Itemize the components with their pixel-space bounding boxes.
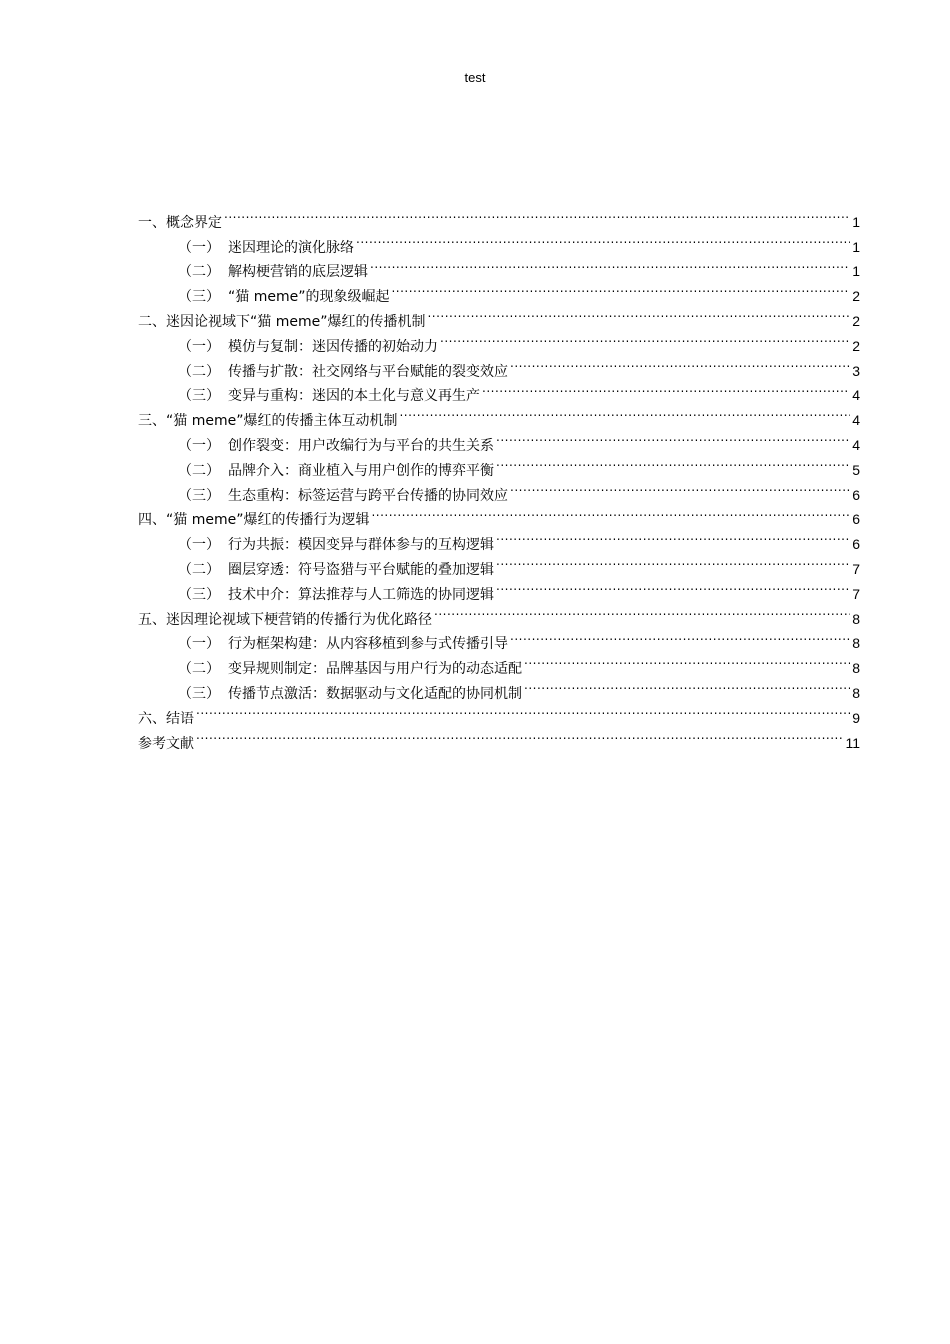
toc-entry-page: 4 (852, 412, 860, 429)
toc-entry-number: 六、 (138, 710, 166, 727)
toc-entry-page: 1 (852, 263, 860, 280)
toc-entry-number: 二、 (138, 313, 166, 330)
toc-entry-page: 5 (852, 461, 860, 478)
toc-entry[interactable] (138, 202, 860, 231)
toc-dot-leader (196, 698, 850, 723)
toc-entry-number: （二） (178, 462, 220, 479)
toc-dot-leader (496, 425, 850, 450)
toc-dot-leader (356, 227, 850, 252)
toc-entry-title: 圈层穿透：符号盗猎与平台赋能的叠加逻辑 (228, 561, 494, 578)
toc-entry-number: （一） (178, 437, 220, 454)
toc-dot-leader (440, 326, 850, 351)
toc-entry-number: 一、 (138, 214, 166, 231)
toc-entry-number: （一） (178, 239, 220, 256)
toc-entry[interactable] (138, 698, 860, 727)
toc-entry-page: 8 (852, 684, 860, 701)
toc-entry-page: 2 (852, 337, 860, 354)
toc-entry-page: 7 (852, 585, 860, 602)
toc-dot-leader (371, 500, 850, 525)
toc-dot-leader (427, 301, 850, 326)
toc-entry-title: 解构梗营销的底层逻辑 (228, 264, 368, 281)
toc-entry-number: 三、 (138, 413, 166, 430)
toc-entry-title: 结语 (166, 710, 194, 727)
toc-entry-page: 6 (852, 486, 860, 503)
toc-entry-page: 6 (852, 511, 860, 528)
toc-entry[interactable] (138, 227, 860, 256)
toc-entry-title: 变异与重构：迷因的本土化与意义再生产 (228, 388, 480, 405)
toc-entry-number: （一） (178, 636, 220, 653)
page-header: test (464, 70, 486, 85)
toc-entry-number: （三） (178, 487, 220, 504)
toc-dot-leader (510, 624, 850, 649)
toc-entry-number: （三） (178, 289, 220, 306)
toc-dot-leader (496, 524, 850, 549)
toc-entry-title: 迷因论视域下“猫 meme”爆红的传播机制 (166, 313, 426, 330)
toc-entry[interactable] (138, 723, 860, 752)
toc-entry-title: “猫 meme”爆红的传播主体互动机制 (166, 413, 398, 430)
toc-entry-number: 四、 (138, 512, 166, 529)
toc-dot-leader (510, 475, 850, 500)
toc-entry-page: 1 (852, 238, 860, 255)
toc-dot-leader (399, 400, 850, 425)
toc-dot-leader (496, 450, 850, 475)
toc-dot-leader (510, 351, 850, 376)
toc-entry-number: （二） (178, 363, 220, 380)
toc-entry-title: “猫 meme”的现象级崛起 (228, 289, 390, 306)
toc-entry-number: （二） (178, 264, 220, 281)
toc-dot-leader (224, 202, 850, 227)
toc-entry-page: 2 (852, 288, 860, 305)
toc-entry-title: 品牌介入：商业植入与用户创作的博弈平衡 (228, 462, 494, 479)
toc-entry-number: （二） (178, 561, 220, 578)
toc-dot-leader (370, 252, 850, 277)
toc-entry-number: 五、 (138, 611, 166, 628)
toc-entry-number: （三） (178, 685, 220, 702)
toc-dot-leader (391, 276, 850, 301)
toc-entry-title: 传播与扩散：社交网络与平台赋能的裂变效应 (228, 363, 508, 380)
toc-entry-page: 1 (852, 213, 860, 230)
toc-entry-number: （二） (178, 661, 220, 678)
toc-entry-title: 行为共振：模因变异与群体参与的互构逻辑 (228, 537, 494, 554)
toc-entry-title: 行为框架构建：从内容移植到参与式传播引导 (228, 636, 508, 653)
toc-entry-title: 迷因理论视域下梗营销的传播行为优化路径 (166, 611, 432, 628)
toc-entry-title: 模仿与复制：迷因传播的初始动力 (228, 338, 438, 355)
toc-entry-title: 传播节点激活：数据驱动与文化适配的协同机制 (228, 685, 522, 702)
toc-entry-number: （三） (178, 388, 220, 405)
toc-entry-title: 生态重构：标签运营与跨平台传播的协同效应 (228, 487, 508, 504)
toc-entry-title: 参考文献 (138, 735, 194, 752)
toc-dot-leader (524, 648, 850, 673)
toc-dot-leader (496, 549, 850, 574)
toc-dot-leader (434, 599, 850, 624)
toc-dot-leader (496, 574, 850, 599)
toc-entry-title: 技术中介：算法推荐与人工筛选的协同逻辑 (228, 586, 494, 603)
toc-entry-title: 迷因理论的演化脉络 (228, 239, 354, 256)
toc-entry-page: 8 (852, 635, 860, 652)
toc-entry-title: 概念界定 (166, 214, 222, 231)
toc-entry-number: （一） (178, 338, 220, 355)
toc-entry-title: 变异规则制定：品牌基因与用户行为的动态适配 (228, 661, 522, 678)
toc-entry-page: 2 (852, 312, 860, 329)
toc-entry-title: 创作裂变：用户改编行为与平台的共生关系 (228, 437, 494, 454)
toc-dot-leader (482, 376, 850, 401)
toc-entry-page: 3 (852, 362, 860, 379)
toc-entry-page: 9 (852, 709, 860, 726)
toc-entry-page: 11 (845, 734, 860, 751)
toc-dot-leader (196, 723, 843, 748)
toc-entry-page: 8 (852, 610, 860, 627)
toc-entry-page: 8 (852, 660, 860, 677)
toc-dot-leader (524, 673, 850, 698)
toc-entry-number: （一） (178, 537, 220, 554)
toc-entry-title: “猫 meme”爆红的传播行为逻辑 (166, 512, 370, 529)
toc-entry-page: 4 (852, 436, 860, 453)
toc-entry-number: （三） (178, 586, 220, 603)
toc-entry-page: 4 (852, 387, 860, 404)
toc-entry-page: 6 (852, 536, 860, 553)
toc-entry-page: 7 (852, 560, 860, 577)
table-of-contents (138, 202, 860, 752)
